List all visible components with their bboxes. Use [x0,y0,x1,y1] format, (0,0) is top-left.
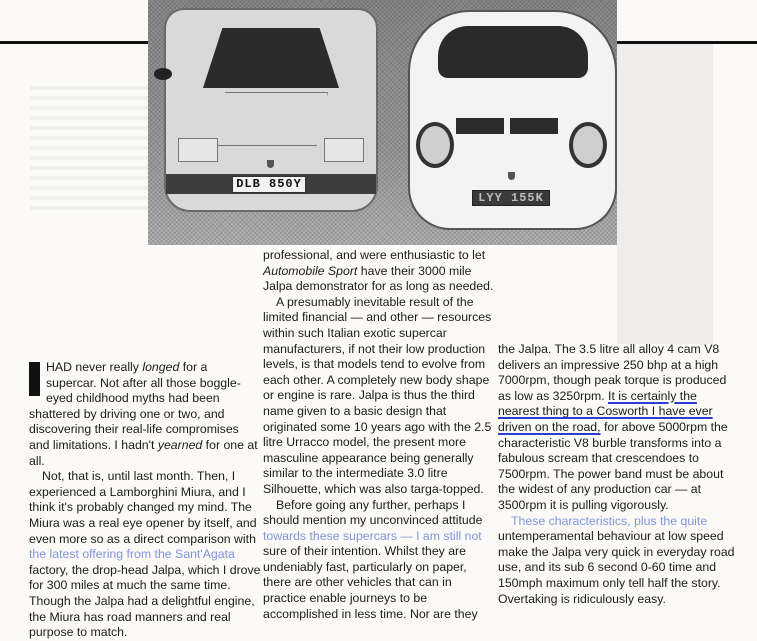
car-photo [148,0,617,245]
paragraph: professional, and were enthusiastic to let Automobile Sport have their 3000 mile Jalpa demonstrator for as long as needed. [263,248,494,294]
vent-left [456,118,504,134]
windshield [190,28,352,88]
article-column-1 [29,360,261,641]
paragraph: Before going any further, perhaps I should mention my unconvinced attitude towards these supercars — I am still not sure of their intention. Whilst they are undeniably fast, particularly on paper, there are other vehicles that can in practice enable journeys to be accomplished in less time. Nor are they [263,497,483,621]
headlamp-right [573,126,603,164]
drop-cap [29,362,40,396]
lamborghini-badge-icon [267,160,274,168]
windshield [438,26,588,78]
article-column-2 [263,248,495,622]
article-column-3 [498,342,738,607]
paragraph: Not, that is, until last month. Then, I experienced a Lamborghini Miura, and I think it's probably changed my mind. The Miura was a real eye opener by itself, and even more so as a direct comparison with the latest offering from the Sant'Agata factory, the drop-head Jalpa, which I drove for 300 miles at much the same time. Though the Jalpa had a delightful engine, the Miura has road manners and real purpose to match. [29,469,261,640]
lamp-right [324,138,364,162]
hood [216,92,328,146]
paragraph: These characteristics, plus the quite untemperamental behaviour at low speed make the Jalpa very quick in everyday road use, and its sub 6 second 0-60 time and 150mph maximum only tell half the story. Overtaking is ridiculously easy. [498,513,735,606]
license-plate-jalpa: DLB 850Y [232,176,306,193]
horizontal-rule-left [0,41,150,44]
paragraph: HAD never really longed for a supercar. Not after all those boggle-eyed childhood myths had been shattered by driving one or two, and discovering their real-life compromises and limitations. I hadn't yearned for one at all. [29,360,258,468]
lamp-left [178,138,218,162]
underlined-quote: It is certainly the nearest thing to a Cosworth I have ever driven on the road, [498,388,713,434]
paragraph: the Jalpa. The 3.5 litre all alloy 4 cam V8 delivers an impressive 250 bhp at a high 7000rpm, though peak torque is produced as low as 3250rpm. It is certainly the nearest thing to a Cosworth I have ever driven on the road, for above 5000rpm the characteristic V8 burble transforms into a fabulous scream that crescendoes to 7500rpm. The power band must be about the widest of any production car — at 3500rpm it is pulling vigorously. [498,342,728,512]
show-through-panel [617,44,713,344]
vent-right [510,118,558,134]
show-through-text [30,80,148,210]
mirror [154,68,172,80]
lamborghini-jalpa [166,10,376,210]
paragraph: A presumably inevitable result of the limited financial — and other — resources within such Italian exotic supercar manufacturers, if not their low production levels, is that models tend to evolve from each other. A completely new body shape or engine is rare. Jalpa is thus the third name given to a basic design that originated some 10 years ago with the 2.5 litre Urracco model, the present more masculine appearance being generally similar to the intermediate 3.0 litre Silhouette, which was also targa-topped. [263,294,492,496]
lamborghini-badge-icon [508,172,515,180]
lamborghini-miura [410,12,615,228]
license-plate-miura: LYY 155K [472,190,550,206]
headlamp-left [420,126,450,164]
